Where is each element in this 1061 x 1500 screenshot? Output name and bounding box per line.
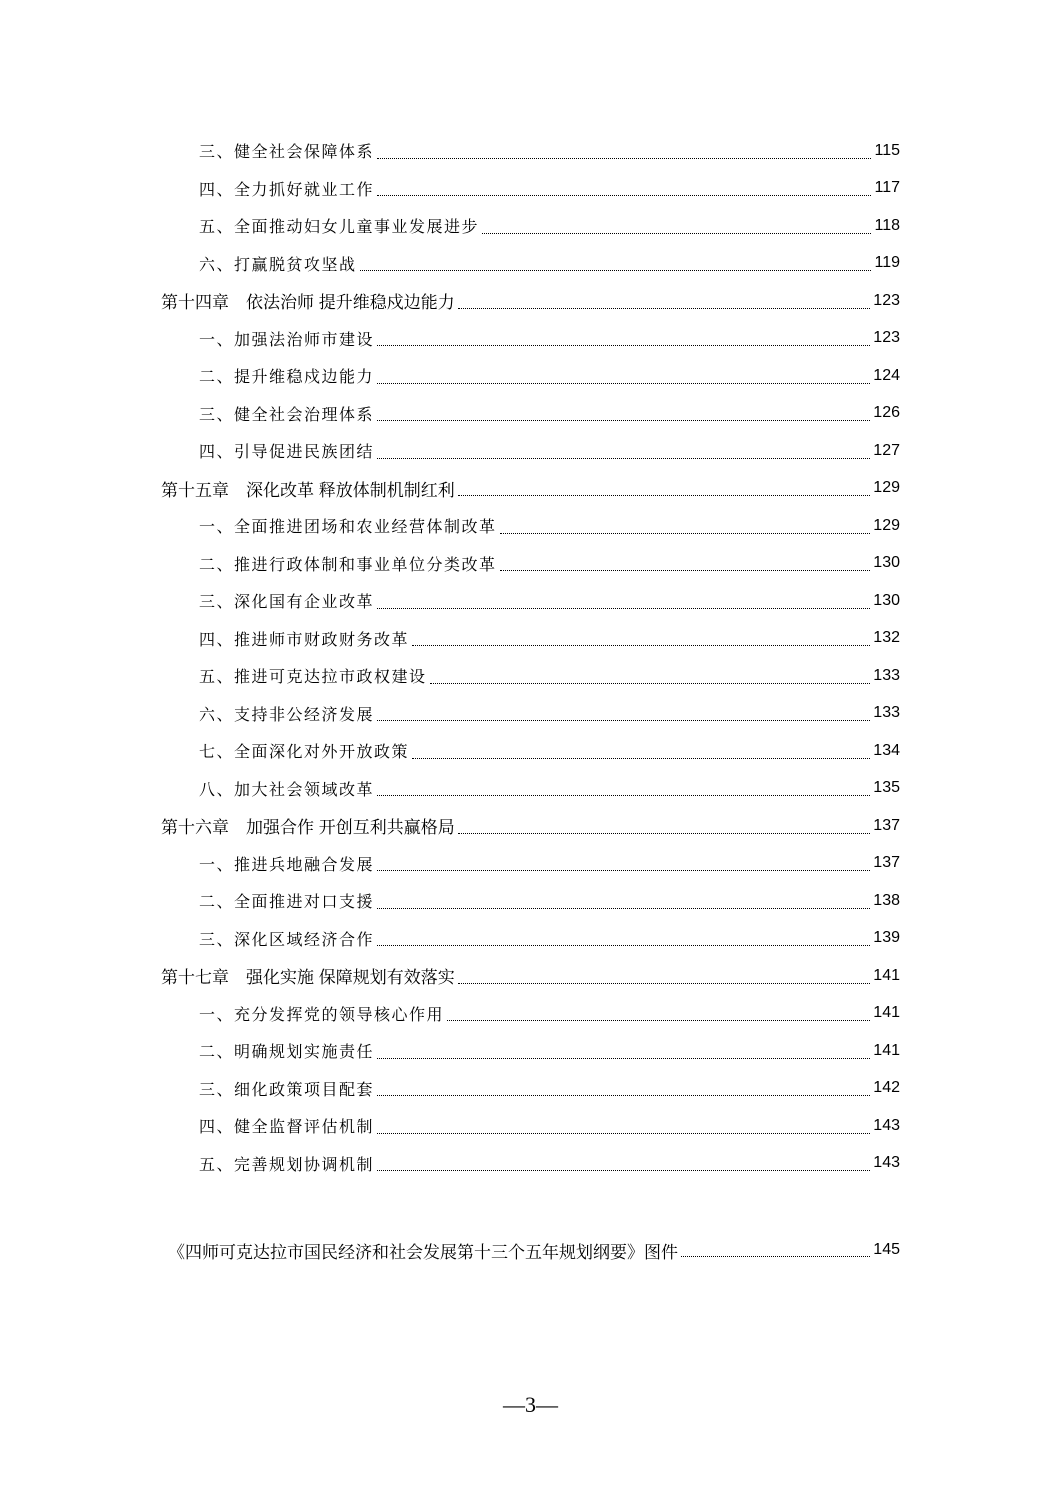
- dot-leader: [447, 1019, 870, 1021]
- toc-entry-title: 一、全面推进团场和农业经营体制改革: [199, 517, 497, 537]
- toc-entry-page: 137: [873, 816, 900, 834]
- dot-leader: [377, 194, 871, 196]
- toc-entry-title: 二、提升维稳戍边能力: [199, 367, 375, 387]
- toc-entry-title: 四、健全监督评估机制: [199, 1117, 375, 1137]
- toc-entry-page: 141: [873, 1041, 900, 1059]
- toc-chapter-entry[interactable]: [0, 282, 1061, 320]
- dot-leader: [500, 569, 871, 571]
- toc-section-entry[interactable]: [0, 245, 1061, 283]
- toc-section-entry[interactable]: [0, 732, 1061, 770]
- toc-entry-title: 三、健全社会治理体系: [199, 404, 375, 424]
- toc-entry-title: 第十四章 依法治师 提升维稳戍边能力: [161, 293, 455, 313]
- toc-entry-title: 一、加强法治师市建设: [199, 329, 375, 349]
- dot-leader: [458, 494, 871, 496]
- dot-leader: [377, 719, 870, 721]
- toc-section-entry[interactable]: [0, 1070, 1061, 1108]
- toc-entry-title: 第十七章 强化实施 保障规划有效落实: [161, 968, 455, 988]
- toc-entry-page: 134: [873, 741, 900, 759]
- toc-entry-title: 三、深化区域经济合作: [199, 929, 375, 949]
- dot-leader: [430, 682, 871, 684]
- toc-entry-title: 五、全面推动妇女儿童事业发展进步: [199, 217, 480, 237]
- dot-leader: [377, 1057, 870, 1059]
- toc-entry-title: 六、打赢脱贫攻坚战: [199, 254, 357, 274]
- dot-leader: [377, 607, 870, 609]
- toc-chapter-entry[interactable]: [0, 957, 1061, 995]
- toc-entry-page: 135: [873, 779, 900, 797]
- toc-entry-page: 119: [874, 254, 900, 272]
- toc-entry-title: 四、引导促进民族团结: [199, 442, 375, 462]
- toc-entry-title: 六、支持非公经济发展: [199, 704, 375, 724]
- dot-leader: [458, 307, 871, 309]
- toc-entry-title: 三、细化政策项目配套: [199, 1079, 375, 1099]
- toc-chapter-entry[interactable]: [0, 470, 1061, 508]
- dot-leader: [377, 869, 870, 871]
- toc-entry-title: 五、推进可克达拉市政权建设: [199, 667, 427, 687]
- dot-leader: [458, 832, 871, 834]
- toc-entry-page: 133: [873, 666, 900, 684]
- dot-leader: [360, 269, 872, 271]
- toc-section-entry[interactable]: [0, 657, 1061, 695]
- toc-entry-title: 一、充分发挥党的领导核心作用: [199, 1004, 445, 1024]
- dot-leader: [377, 1132, 870, 1134]
- toc-section-entry[interactable]: [0, 545, 1061, 583]
- toc-entry-title: 二、全面推进对口支援: [199, 892, 375, 912]
- toc-entry-title: 一、推进兵地融合发展: [199, 854, 375, 874]
- page-number: —3—: [503, 1392, 558, 1417]
- toc-entry-title: 第十五章 深化改革 释放体制机制红利: [161, 480, 455, 500]
- toc-entry-title: 三、健全社会保障体系: [199, 142, 375, 162]
- toc-entry-page: 129: [873, 516, 900, 534]
- toc-entry-title: 四、全力抓好就业工作: [199, 179, 375, 199]
- toc-entry-title: 四、推进师市财政财务改革: [199, 629, 410, 649]
- toc-section-entry[interactable]: [0, 1032, 1061, 1070]
- toc-section-entry[interactable]: [0, 357, 1061, 395]
- toc-entry-page: 118: [874, 216, 900, 234]
- toc-entry-title: 第十六章 加强合作 开创互利共赢格局: [161, 818, 455, 838]
- toc-section-entry[interactable]: [0, 882, 1061, 920]
- toc-entry-page: 130: [873, 554, 900, 572]
- toc-appendix-entry[interactable]: [0, 1232, 1061, 1268]
- toc-entry-page: 142: [873, 1079, 900, 1097]
- toc-entry-page: 133: [873, 704, 900, 722]
- toc-entry-page: 127: [873, 441, 900, 459]
- dot-leader: [500, 532, 871, 534]
- toc-entry-page: 139: [873, 929, 900, 947]
- toc-entry-page: 129: [873, 479, 900, 497]
- toc-section-entry[interactable]: [0, 170, 1061, 208]
- dot-leader: [377, 794, 870, 796]
- toc-section-entry[interactable]: [0, 320, 1061, 358]
- toc-section-entry[interactable]: [0, 1145, 1061, 1183]
- toc-entry-page: 124: [873, 366, 900, 384]
- dot-leader: [377, 382, 870, 384]
- toc-entry-page: 138: [873, 891, 900, 909]
- toc-entry-title: 二、推进行政体制和事业单位分类改革: [199, 554, 497, 574]
- toc-section-entry[interactable]: [0, 507, 1061, 545]
- toc-entry-title: 《四师可克达拉市国民经济和社会发展第十三个五年规划纲要》图件: [168, 1242, 678, 1262]
- toc-entry-page: 137: [873, 854, 900, 872]
- toc-entry-title: 七、全面深化对外开放政策: [199, 742, 410, 762]
- toc-section-entry[interactable]: [0, 695, 1061, 733]
- toc-entry-title: 八、加大社会领域改革: [199, 779, 375, 799]
- toc-entry-title: 五、完善规划协调机制: [199, 1154, 375, 1174]
- toc-section-entry[interactable]: [0, 995, 1061, 1033]
- toc-chapter-entry[interactable]: [0, 807, 1061, 845]
- toc-entry-page: 143: [873, 1116, 900, 1134]
- toc-section-entry[interactable]: [0, 395, 1061, 433]
- toc-section-entry[interactable]: [0, 132, 1061, 170]
- toc-section-entry[interactable]: [0, 770, 1061, 808]
- dot-leader: [377, 1169, 870, 1171]
- toc-entry-page: 143: [873, 1154, 900, 1172]
- dot-leader: [681, 1255, 870, 1257]
- dot-leader: [377, 419, 870, 421]
- toc-entry-page: 117: [874, 179, 900, 197]
- toc-entry-title: 二、明确规划实施责任: [199, 1042, 375, 1062]
- toc-section-entry[interactable]: [0, 1107, 1061, 1145]
- toc-entry-page: 123: [873, 329, 900, 347]
- dot-leader: [377, 907, 870, 909]
- dot-leader: [377, 457, 870, 459]
- toc-section-entry[interactable]: [0, 845, 1061, 883]
- dot-leader: [458, 982, 871, 984]
- dot-leader: [377, 344, 870, 346]
- dot-leader: [412, 644, 870, 646]
- toc-entry-page: 123: [873, 291, 900, 309]
- dot-leader: [412, 757, 870, 759]
- dot-leader: [377, 944, 870, 946]
- toc-entry-title: 三、深化国有企业改革: [199, 592, 375, 612]
- dot-leader: [482, 232, 871, 234]
- toc-entry-page: 145: [873, 1241, 900, 1258]
- toc-section-entry[interactable]: [0, 582, 1061, 620]
- toc-entry-page: 115: [874, 141, 900, 159]
- toc-section-entry[interactable]: [0, 620, 1061, 658]
- table-of-contents: [0, 132, 1061, 1182]
- toc-section-entry[interactable]: [0, 920, 1061, 958]
- dot-leader: [377, 157, 871, 159]
- toc-entry-page: 132: [873, 629, 900, 647]
- toc-entry-page: 130: [873, 591, 900, 609]
- toc-entry-page: 126: [873, 404, 900, 422]
- toc-section-entry[interactable]: [0, 207, 1061, 245]
- dot-leader: [377, 1094, 870, 1096]
- toc-entry-page: 141: [873, 1004, 900, 1022]
- toc-entry-page: 141: [873, 966, 900, 984]
- toc-section-entry[interactable]: [0, 432, 1061, 470]
